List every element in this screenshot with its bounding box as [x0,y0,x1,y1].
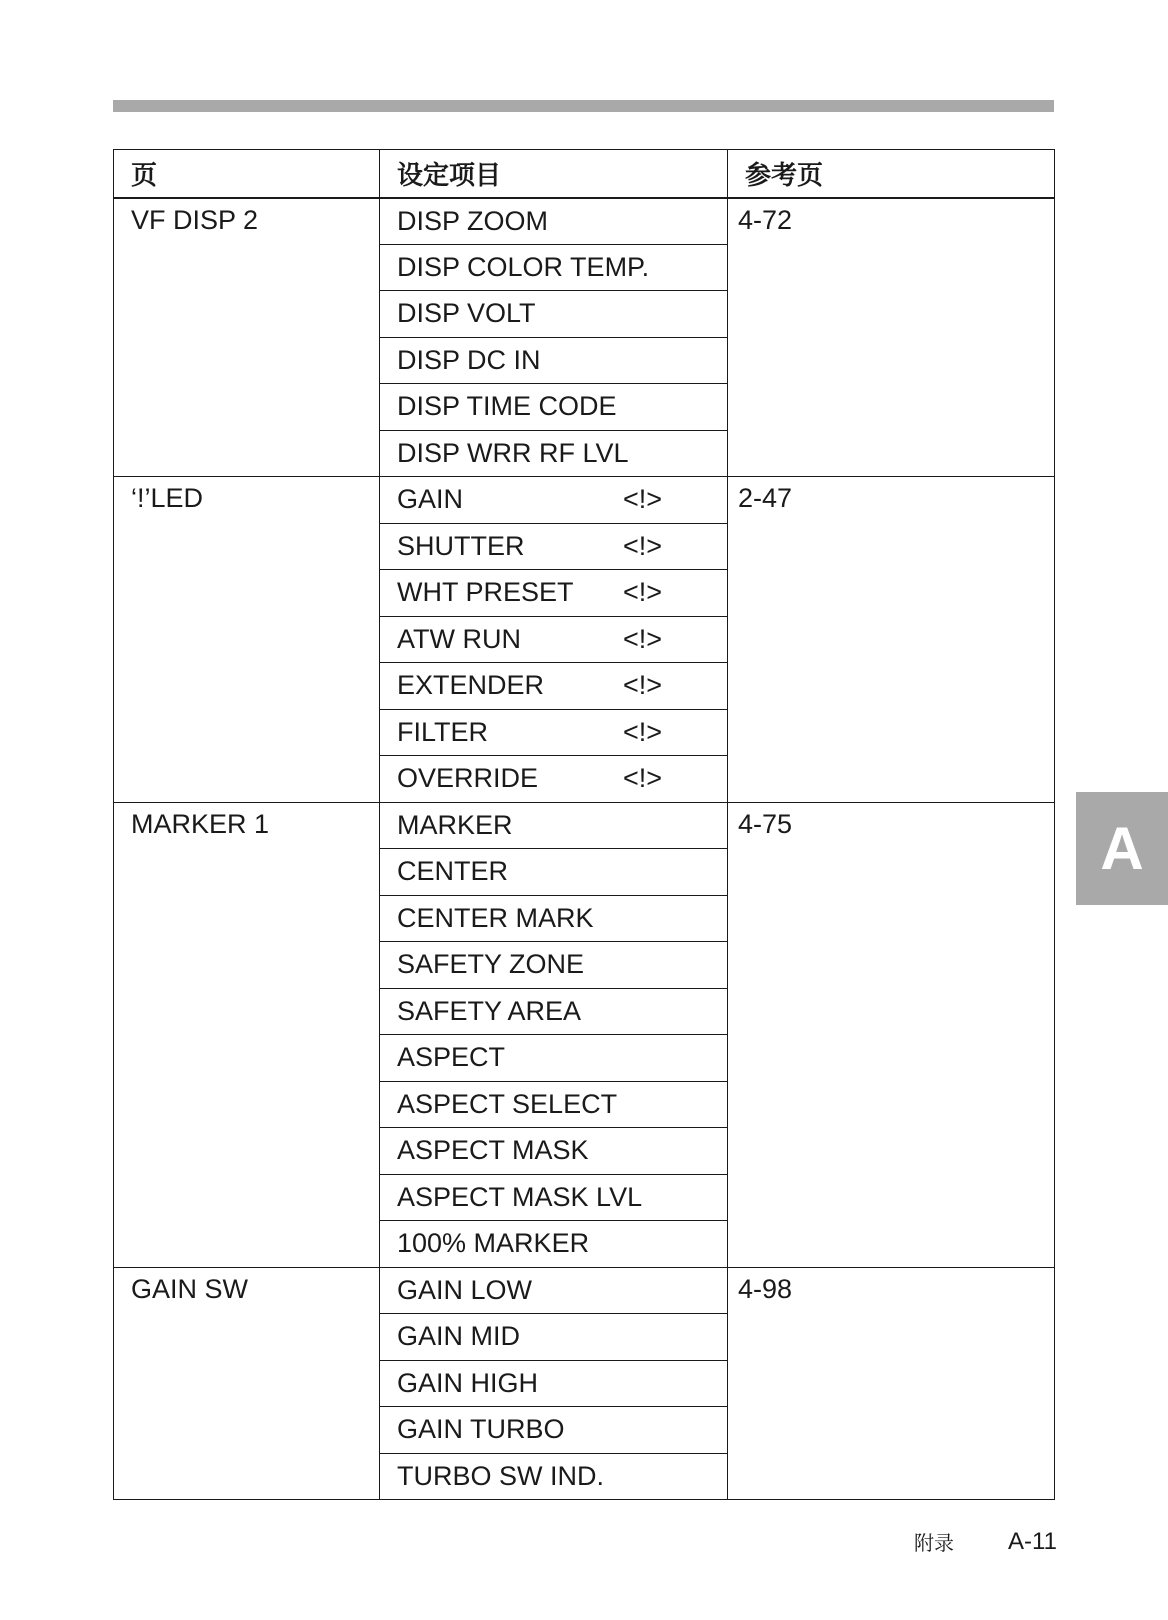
setting-item-cell [380,802,728,849]
setting-item [397,949,727,980]
setting-item-label: GAIN MID [397,1321,521,1352]
setting-item [397,1228,727,1259]
setting-item [397,252,727,283]
table-row [114,477,1055,524]
setting-item [397,206,727,237]
settings-table [113,149,1055,1500]
setting-item [397,717,727,748]
led-indicator-tag: <!> [623,577,663,608]
top-rule [113,100,1054,112]
reference-page-cell: 4-75 [728,802,1055,1267]
setting-item-cell [380,337,728,384]
header-row [114,150,1055,198]
footer-section-label: 附录 [914,1531,954,1555]
setting-item [397,763,727,794]
setting-item-label: DISP VOLT [397,298,536,329]
setting-item-cell [380,709,728,756]
led-indicator-tag: <!> [623,763,663,794]
setting-item-cell [380,988,728,1035]
setting-item [397,1414,727,1445]
page-name-cell: VF DISP 2 [114,198,380,477]
setting-item-label: SAFETY ZONE [397,949,585,980]
setting-item [397,1089,727,1120]
setting-item [397,438,727,469]
setting-item-label: GAIN LOW [397,1274,533,1305]
table-row [114,198,1055,245]
setting-item [397,903,727,934]
led-indicator-tag: <!> [623,670,663,701]
setting-item-cell [380,198,728,245]
setting-item-label: WHT PRESET [397,577,574,608]
setting-item-label: ASPECT MASK [397,1135,589,1166]
setting-item-cell [380,1360,728,1407]
table-row [114,1267,1055,1314]
setting-item-label: ASPECT MASK LVL [397,1181,643,1212]
setting-item-label: OVERRIDE [397,763,539,794]
setting-item [397,624,727,655]
page-name-cell: GAIN SW [114,1267,380,1500]
setting-item-cell [380,384,728,431]
setting-item-cell [380,1221,728,1268]
setting-item-cell [380,1267,728,1314]
setting-item-label: DISP TIME CODE [397,391,617,422]
header-setting-item: 设定项目 [380,150,728,198]
setting-item-label: CENTER [397,856,509,887]
setting-item-cell [380,1081,728,1128]
setting-item [397,577,727,608]
setting-item-cell [380,1314,728,1361]
setting-item-cell [380,523,728,570]
setting-item-label: FILTER [397,716,489,747]
setting-item-cell [380,244,728,291]
led-indicator-tag: <!> [623,716,663,747]
setting-item [397,1321,727,1352]
setting-item [397,484,727,515]
setting-item-label: SHUTTER [397,530,525,561]
page-name-cell: MARKER 1 [114,802,380,1267]
setting-item-label: MARKER [397,809,513,840]
setting-item-cell [380,1174,728,1221]
setting-item-label: ATW RUN [397,623,521,654]
header-reference-page: 参考页 [728,150,1055,198]
setting-item-cell [380,430,728,477]
footer-page-number: A-11 [1008,1528,1057,1555]
setting-item-cell [380,616,728,663]
setting-item-cell [380,663,728,710]
table-header [114,150,1055,198]
setting-item-label: 100% MARKER [397,1228,590,1259]
setting-item-label: DISP DC IN [397,344,541,375]
setting-item [397,670,727,701]
setting-item [397,1182,727,1213]
setting-item-cell [380,1407,728,1454]
setting-item-cell [380,849,728,896]
header-page: 页 [114,150,380,198]
setting-item-cell [380,895,728,942]
appendix-tab: A [1076,792,1168,905]
setting-item [397,996,727,1027]
setting-item-cell [380,1035,728,1082]
table-row [114,802,1055,849]
setting-item-label: ASPECT [397,1042,506,1073]
setting-item-label: DISP WRR RF LVL [397,437,629,468]
setting-item-cell [380,756,728,803]
setting-item-cell [380,1128,728,1175]
setting-item-label: CENTER MARK [397,902,594,933]
table-body [114,198,1055,1500]
setting-item-label: SAFETY AREA [397,995,582,1026]
setting-item [397,1461,727,1492]
setting-item-cell [380,477,728,524]
reference-page-cell: 2-47 [728,477,1055,803]
setting-item-label: DISP ZOOM [397,205,549,236]
led-indicator-tag: <!> [623,484,663,515]
setting-item-label: GAIN TURBO [397,1414,565,1445]
setting-item-label: EXTENDER [397,670,545,701]
led-indicator-tag: <!> [623,530,663,561]
setting-item-label: DISP COLOR TEMP. [397,251,650,282]
led-indicator-tag: <!> [623,623,663,654]
setting-item-cell [380,942,728,989]
setting-item-label: GAIN HIGH [397,1367,539,1398]
setting-item [397,345,727,376]
reference-page-cell: 4-72 [728,198,1055,477]
setting-item-cell [380,1453,728,1500]
setting-item [397,810,727,841]
setting-item [397,1135,727,1166]
setting-item-cell [380,570,728,617]
setting-item [397,391,727,422]
setting-item-label: TURBO SW IND. [397,1460,604,1491]
setting-item-cell [380,291,728,338]
setting-item [397,1275,727,1306]
setting-item [397,531,727,562]
page-name-cell: ‘!’LED [114,477,380,803]
setting-item [397,1368,727,1399]
setting-item [397,298,727,329]
setting-item [397,856,727,887]
setting-item-label: ASPECT SELECT [397,1088,618,1119]
setting-item [397,1042,727,1073]
setting-item-label: GAIN [397,484,464,515]
reference-page-cell: 4-98 [728,1267,1055,1500]
